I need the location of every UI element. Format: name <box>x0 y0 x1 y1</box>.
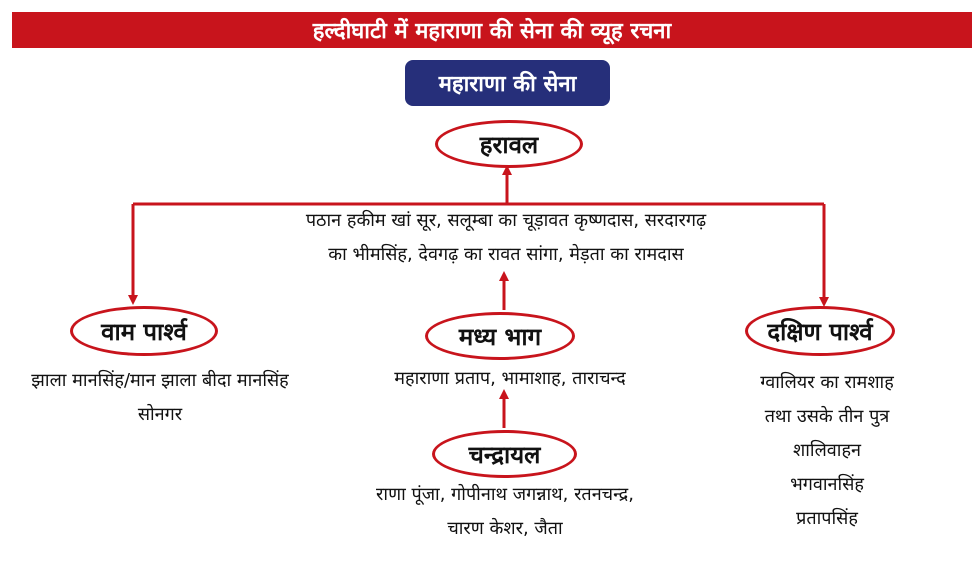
chandrayal-detail-line: राणा पूंजा, गोपीनाथ जगन्नाथ, रतनचन्द्र, <box>376 484 634 505</box>
haraval-detail-line: पठान हकीम खां सूर, सलूम्बा का चूड़ावत कृष्णदास, सरदारगढ़ <box>305 210 707 231</box>
chandrayal-details <box>330 478 680 546</box>
node-haraval <box>435 120 583 168</box>
dakshin-detail-line: प्रतापसिंह <box>796 508 858 529</box>
node-dakshin-label: दक्षिण पार्श्व <box>767 317 873 346</box>
node-chandrayal-label: चन्द्रायल <box>468 440 541 469</box>
node-chandrayal <box>432 430 577 478</box>
chandrayal-detail-line: चारण केशर, जैता <box>447 518 563 539</box>
vam-details <box>0 364 320 432</box>
vam-detail-line: सोनगर <box>137 404 183 425</box>
madhya-details <box>350 362 670 396</box>
node-vam-label: वाम पार्श्व <box>101 317 187 346</box>
node-madhya-bhag <box>425 312 575 360</box>
node-haraval-label: हरावल <box>479 130 539 159</box>
army-label-text: महाराणा की सेना <box>438 72 577 97</box>
madhya-detail-line: महाराणा प्रताप, भामाशाह, ताराचन्द <box>394 368 626 389</box>
dakshin-detail-line: भगवानसिंह <box>790 474 864 495</box>
node-vam-parshva <box>70 306 218 356</box>
vam-detail-line: झाला मानसिंह/मान झाला बीदा मानसिंह <box>31 370 289 391</box>
title-text: हल्दीघाटी में महाराणा की सेना की व्यूह रचना <box>312 19 672 44</box>
dakshin-details <box>702 366 952 536</box>
dakshin-detail-line: ग्वालियर का रामशाह <box>760 372 894 393</box>
haraval-details <box>278 204 734 272</box>
dakshin-detail-line: शालिवाहन <box>793 440 861 461</box>
haraval-detail-line: का भीमसिंह, देवगढ़ का रावत सांगा, मेड़ता का रामदास <box>328 244 684 265</box>
node-madhya-label: मध्य भाग <box>458 322 542 351</box>
node-dakshin-parshva <box>745 306 895 356</box>
dakshin-detail-line: तथा उसके तीन पुत्र <box>764 406 890 427</box>
